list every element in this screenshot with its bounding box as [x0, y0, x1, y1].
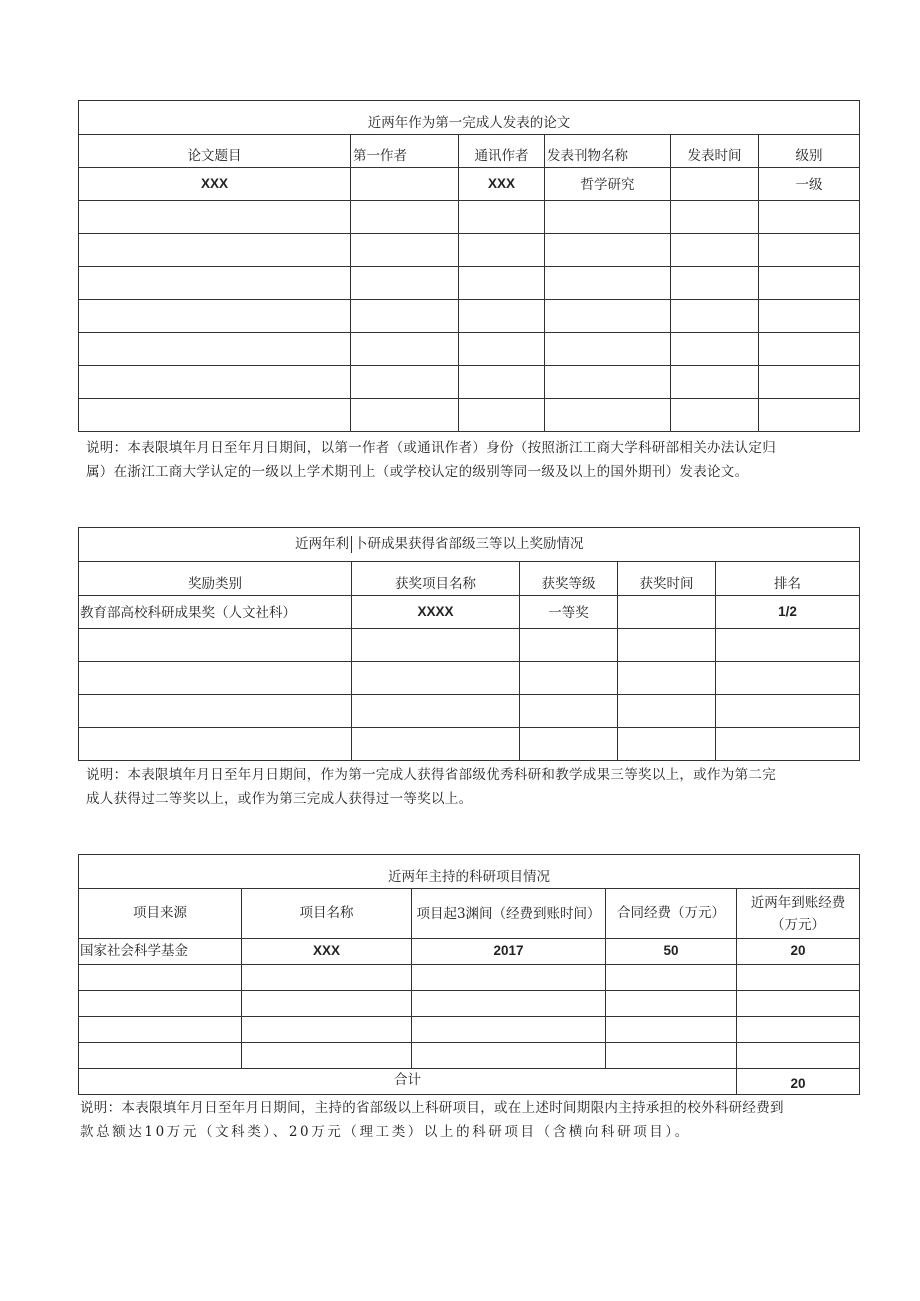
table-cell: [545, 399, 671, 432]
projects-table: [78, 854, 860, 1095]
table-cell: [79, 201, 351, 234]
awards-header-row: [79, 562, 860, 596]
table-row: [79, 1043, 860, 1069]
table-row: [79, 267, 860, 300]
table-cell: [618, 596, 716, 629]
table-row: [79, 300, 860, 333]
table-cell: [545, 267, 671, 300]
awards-title: [79, 528, 860, 562]
table-cell: [351, 201, 459, 234]
table-cell: [671, 234, 759, 267]
table-cell: [412, 1017, 606, 1043]
papers-header-row: [79, 135, 860, 168]
table-cell: [606, 991, 737, 1017]
table-cell: [671, 201, 759, 234]
projects-note: [80, 1096, 870, 1144]
table-row: [79, 939, 860, 965]
papers-header: 级别: [759, 135, 860, 168]
table-cell: [545, 366, 671, 399]
table-cell: [412, 965, 606, 991]
projects-header-row: [79, 889, 860, 939]
table-cell: [545, 234, 671, 267]
table-cell: [352, 728, 520, 761]
table-cell: [759, 201, 860, 234]
table-cell: 20: [737, 939, 860, 965]
papers-note-line: 说明：本表限填年月日至年月日期间，以第一作者（或通讯作者）身份（按照浙江工商大学科研部相关办法认定归: [86, 440, 776, 456]
table-cell: [671, 399, 759, 432]
papers-note-line: 属）在浙江工商大学认定的一级以上学术期刊上（或学校认定的级别等同一级及以上的国外期刊）发表论文。: [86, 464, 749, 480]
projects-total-value: 20: [737, 1069, 860, 1095]
table-cell: [412, 991, 606, 1017]
table-cell: [79, 728, 352, 761]
table-cell: [351, 366, 459, 399]
table-row: [79, 965, 860, 991]
awards-header: 排名: [716, 562, 860, 596]
table-cell: [759, 267, 860, 300]
table-cell: [618, 728, 716, 761]
table-cell: [520, 695, 618, 728]
table-cell: [79, 662, 352, 695]
table-cell: [459, 300, 545, 333]
awards-note: [86, 763, 866, 811]
table-cell: 一级: [759, 168, 860, 201]
table-cell: [79, 991, 242, 1017]
papers-table: [78, 100, 860, 432]
table-cell: [716, 662, 860, 695]
table-cell: [242, 1017, 412, 1043]
table-cell: [671, 366, 759, 399]
table-cell: [79, 695, 352, 728]
table-cell: [242, 965, 412, 991]
table-cell: [79, 267, 351, 300]
table-row: [79, 201, 860, 234]
table-cell: XXX: [459, 168, 545, 201]
table-row: [79, 399, 860, 432]
table-cell: [606, 965, 737, 991]
awards-note-line: 说明：本表限填年月日至年月日期间，作为第一完成人获得省部级优秀科研和教学成果三等奖以上，或作为第二完: [86, 767, 776, 783]
awards-header: 奖励类别: [79, 562, 352, 596]
table-cell: [606, 1043, 737, 1069]
table-cell: [351, 168, 459, 201]
table-cell: [352, 629, 520, 662]
awards-header: 获奖项目名称: [352, 562, 520, 596]
table-cell: [618, 629, 716, 662]
table-cell: [352, 662, 520, 695]
papers-note: [86, 436, 866, 484]
table-cell: [716, 695, 860, 728]
awards-header: 获奖等级: [520, 562, 618, 596]
projects-header: 项目起3渊间（经费到账时间）: [412, 889, 606, 939]
table-cell: [671, 267, 759, 300]
table-cell: [716, 728, 860, 761]
table-cell: [412, 1043, 606, 1069]
table-cell: 国家社会科学基金: [79, 939, 242, 965]
awards-title-left: 近两年利: [79, 536, 352, 553]
table-cell: [459, 234, 545, 267]
table-cell: [520, 629, 618, 662]
table-row: [79, 234, 860, 267]
table-cell: [759, 234, 860, 267]
table-cell: [79, 333, 351, 366]
table-row: [79, 695, 860, 728]
papers-title: 近两年作为第一完成人发表的论文: [79, 101, 860, 135]
projects-note-line: 款总额达10万元（文科类）、20万元（理工类）以上的科研项目（含横向科研项目）。: [80, 1124, 691, 1140]
awards-header: 获奖时间: [618, 562, 716, 596]
papers-header: 第一作者: [351, 135, 459, 168]
table-cell: [79, 965, 242, 991]
table-cell: [242, 1043, 412, 1069]
projects-note-line: 说明：本表限填年月日至年月日期间，主持的省部级以上科研项目，或在上述时间期限内主持承担的校外科研经费到: [80, 1100, 784, 1116]
table-cell: [520, 662, 618, 695]
table-row: [79, 728, 860, 761]
awards-note-line: 成人获得过二等奖以上，或作为第三完成人获得过一等奖以上。: [86, 791, 473, 807]
table-cell: [351, 333, 459, 366]
table-cell: [459, 267, 545, 300]
table-row: [79, 366, 860, 399]
table-cell: XXX: [79, 168, 351, 201]
awards-title-right: 卜研成果获得省部级三等以上奖励情况: [354, 536, 584, 553]
table-cell: XXX: [242, 939, 412, 965]
table-cell: [671, 333, 759, 366]
table-cell: [737, 1017, 860, 1043]
awards-table: [78, 527, 860, 761]
table-cell: [79, 366, 351, 399]
projects-header: 近两年到账经费（万元）: [737, 889, 860, 939]
table-cell: [459, 201, 545, 234]
table-cell: [545, 333, 671, 366]
table-cell: [79, 234, 351, 267]
table-row: [79, 991, 860, 1017]
table-cell: [459, 366, 545, 399]
table-cell: [545, 201, 671, 234]
table-cell: [759, 366, 860, 399]
table-row: [79, 1017, 860, 1043]
table-cell: 1/2: [716, 596, 860, 629]
table-cell: [606, 1017, 737, 1043]
table-cell: 教育部高校科研成果奖（人文社科）: [79, 596, 352, 629]
table-cell: [79, 629, 352, 662]
papers-header: 发表刊物名称: [545, 135, 671, 168]
table-row: [79, 596, 860, 629]
table-cell: [618, 695, 716, 728]
papers-header: 发表时间: [671, 135, 759, 168]
table-cell: [79, 1017, 242, 1043]
table-row: [79, 629, 860, 662]
table-cell: [79, 300, 351, 333]
table-row: [79, 168, 860, 201]
table-cell: [737, 991, 860, 1017]
table-cell: [351, 399, 459, 432]
table-cell: [459, 399, 545, 432]
table-cell: [759, 399, 860, 432]
table-cell: [351, 267, 459, 300]
table-cell: [618, 662, 716, 695]
table-cell: [759, 333, 860, 366]
table-cell: [79, 399, 351, 432]
table-cell: [352, 695, 520, 728]
table-cell: [716, 629, 860, 662]
table-cell: 50: [606, 939, 737, 965]
table-cell: 2017: [412, 939, 606, 965]
projects-total-row: [79, 1069, 860, 1095]
table-row: [79, 333, 860, 366]
table-cell: 一等奖: [520, 596, 618, 629]
table-cell: XXXX: [352, 596, 520, 629]
papers-header: 通讯作者: [459, 135, 545, 168]
table-cell: [351, 234, 459, 267]
table-cell: [520, 728, 618, 761]
table-cell: [545, 300, 671, 333]
table-cell: [671, 300, 759, 333]
table-cell: [79, 1043, 242, 1069]
table-cell: [671, 168, 759, 201]
projects-header: 合同经费（万元）: [606, 889, 737, 939]
projects-header: 项目来源: [79, 889, 242, 939]
table-cell: 哲学研究: [545, 168, 671, 201]
papers-header: 论文题目: [79, 135, 351, 168]
projects-total-label: 合计: [79, 1069, 737, 1095]
table-row: [79, 662, 860, 695]
projects-title: 近两年主持的科研项目情况: [79, 855, 860, 889]
table-cell: [759, 300, 860, 333]
table-cell: [737, 965, 860, 991]
table-cell: [737, 1043, 860, 1069]
projects-header: 项目名称: [242, 889, 412, 939]
table-cell: [242, 991, 412, 1017]
table-cell: [459, 333, 545, 366]
table-cell: [351, 300, 459, 333]
